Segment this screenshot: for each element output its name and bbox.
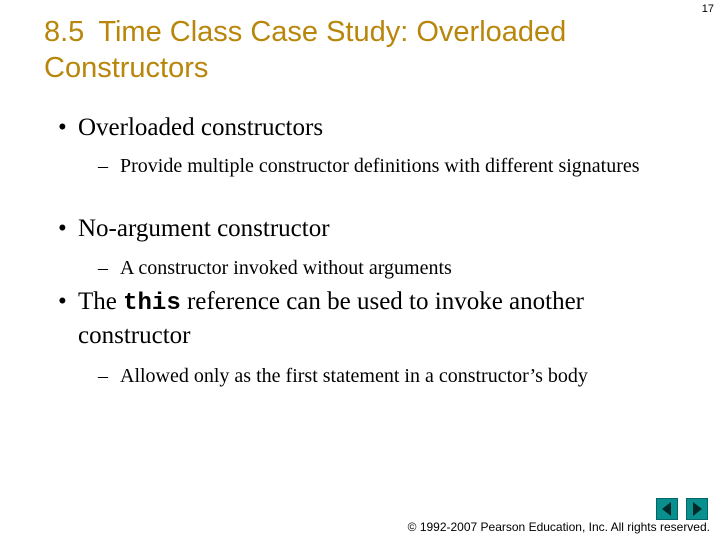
bullet-dot: • [58,288,67,315]
this-keyword: this [123,290,181,317]
sub-dash: – [98,155,108,177]
bullet-dot: • [58,114,67,141]
left-arrow-icon [657,499,677,519]
sub-dash: – [98,257,108,279]
sub-item [98,363,688,389]
sub-text: Allowed only as the first statement in a constructor’s body [120,365,588,387]
bullet-item [58,286,698,352]
bullet-item [58,213,698,245]
copyright-text: © 1992-2007 Pearson Education, Inc. All rights reserved. [407,520,710,534]
sub-text: Provide multiple constructor definitions with different signatures [120,155,640,177]
bullet-text [78,286,698,352]
bullet-text: Overloaded constructors [78,114,324,141]
sub-item [98,153,688,179]
section-number: 8.5 [44,16,85,48]
slide-number: 17 [701,3,714,15]
sub-item [98,255,688,281]
prev-slide-button[interactable] [656,498,678,520]
sub-text: A constructor invoked without arguments [120,257,452,279]
bullet-text-post: reference can be used to invoke another constructor [78,288,585,349]
slide-title [44,14,674,86]
next-slide-button[interactable] [686,498,708,520]
title-text: Time Class Case Study: Overloaded Constructors [44,16,567,84]
bullet-text: No-argument constructor [78,215,330,242]
right-arrow-icon [687,499,707,519]
bullet-dot: • [58,215,67,242]
sub-dash: – [98,365,108,387]
bullet-text-pre: The [78,288,124,315]
bullet-item [58,112,698,144]
